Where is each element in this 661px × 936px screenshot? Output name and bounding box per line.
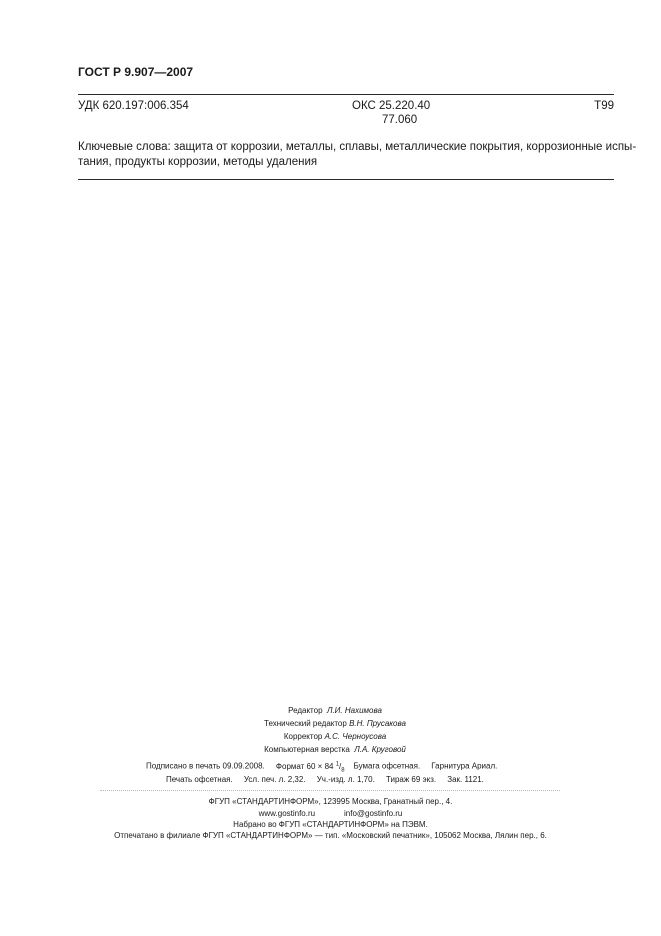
keywords-rule xyxy=(78,179,614,180)
credit-proofreader: Корректор А.С. Черноусова xyxy=(283,732,387,741)
divider xyxy=(100,790,560,791)
standard-code: ГОСТ Р 9.907—2007 xyxy=(78,65,194,79)
udk-code: УДК 620.197:006.354 xyxy=(78,100,189,112)
print-info-line-2 xyxy=(166,775,484,784)
typeset-note: Набрано во ФГУП «СТАНДАРТИНФОРМ» на ПЭВМ. xyxy=(233,820,428,829)
credit-tech-editor: Технический редактор В.Н. Прусакова xyxy=(264,719,406,728)
oks-code-secondary: 77.060 xyxy=(382,114,418,126)
top-rule xyxy=(78,94,614,95)
conv-sheets: Усл. печ. л. 2,32. xyxy=(243,775,306,784)
credit-editor: Редактор Л.И. Нахимова xyxy=(288,706,382,715)
oks-code: ОКС 25.220.40 xyxy=(352,100,431,112)
paper-type: Бумага офсетная. xyxy=(353,761,421,771)
copies: Тираж 69 экз. xyxy=(385,775,437,784)
publisher-address: ФГУП «СТАНДАРТИНФОРМ», 123995 Москва, Гранатный пер., 4. xyxy=(208,797,453,806)
order-number: Зак. 1121. xyxy=(447,775,484,784)
printed-note: Отпечатано в филиале ФГУП «СТАНДАРТИНФОРМ» — тип. «Московский печатник», 105062 Москва, Лялин пер., 6. xyxy=(114,831,547,840)
website-link[interactable]: www.gostinfo.ru xyxy=(258,809,316,818)
typeface: Гарнитура Ариал. xyxy=(431,761,498,771)
group-code: Т99 xyxy=(594,100,614,112)
keywords-line-1: Ключевые слова: защита от коррозии, металлы, сплавы, металлические покрытия, коррозионные испы- xyxy=(78,141,637,153)
credit-layout: Компьютерная верстка Л.А. Круговой xyxy=(264,745,406,754)
signed-date: Подписано в печать 09.09.2008. xyxy=(146,761,265,771)
email-link[interactable]: info@gostinfo.ru xyxy=(344,809,403,818)
printing-method: Печать офсетная. xyxy=(166,775,233,784)
publisher-contacts xyxy=(0,809,661,818)
print-info-line-1 xyxy=(146,761,497,773)
format: Формат 60 × 84 $^1/_8$ xyxy=(275,761,345,774)
pub-sheets: Уч.-изд. л. 1,70. xyxy=(316,775,375,784)
keywords xyxy=(78,140,637,169)
credits-block xyxy=(210,704,460,756)
keywords-line-2: тания, продукты коррозии, методы удаления xyxy=(78,155,318,168)
